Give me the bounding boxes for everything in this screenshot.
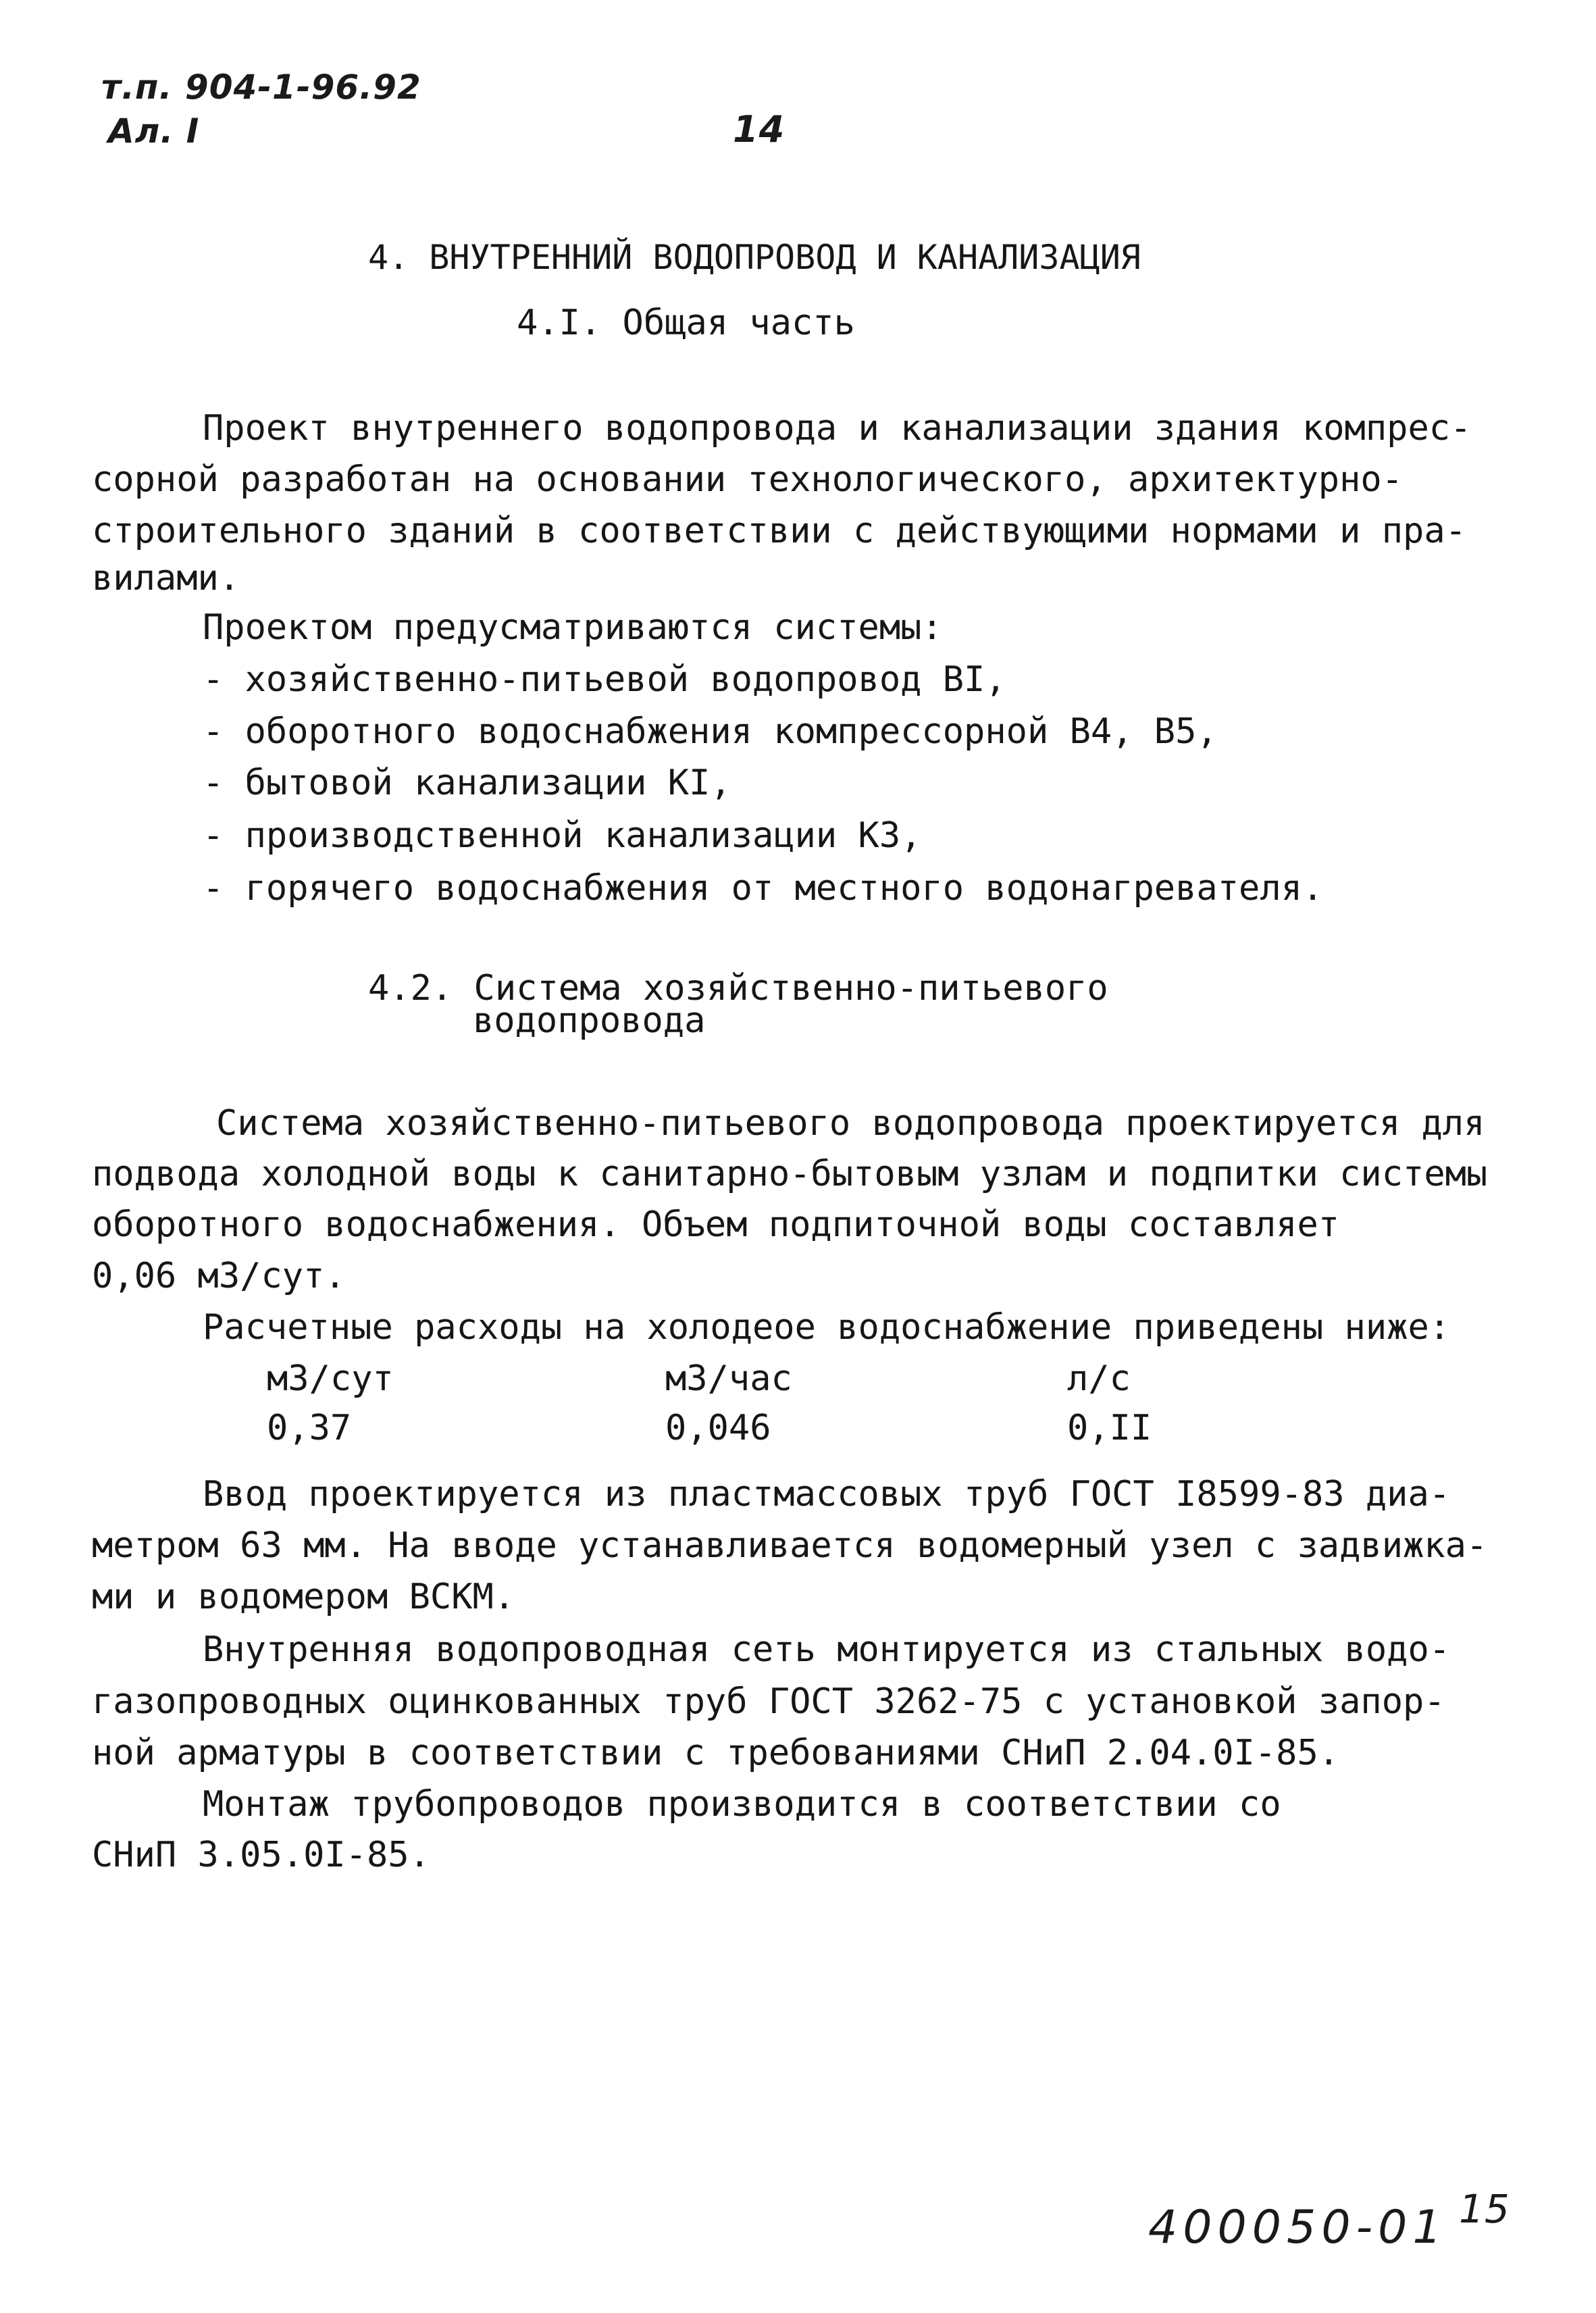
text-line: сорной разработан на основании технологического, архитектурно- [92, 459, 1404, 500]
text-line: газопроводных оцинкованных труб ГОСТ 3262-75 с установкой запор- [92, 1681, 1445, 1722]
text-line: подвода холодной воды к санитарно-бытовым узлам и подпитки системы [92, 1154, 1488, 1194]
doc-code: т.п. 904-1-96.92 [101, 68, 421, 107]
text-line: 0,06 м3/сут. [92, 1256, 346, 1296]
table-header: м3/сут [267, 1358, 394, 1399]
list-item: - хозяйственно-питьевой водопровод ВI, [203, 659, 1006, 700]
album-number: Ал. I [108, 111, 200, 151]
list-item: - производственной канализации К3, [203, 815, 922, 856]
archive-number: 400050-01 [1148, 2201, 1447, 2254]
subsection-title-water-supply-cont: водопровода [473, 1000, 706, 1041]
sheet-number: 15 [1459, 2186, 1510, 2232]
text-line: вилами. [92, 558, 240, 599]
text-line: метром 63 мм. На вводе устанавливается водомерный узел с задвижка- [92, 1525, 1488, 1566]
text-line: Система хозяйственно-питьевого водопровода проектируется для [216, 1103, 1485, 1144]
flows-intro: Расчетные расходы на холодеое водоснабжение приведены ниже: [203, 1307, 1451, 1348]
subsection-title-general: 4.I. Общая часть [517, 303, 855, 343]
list-item: - бытовой канализации КI, [203, 763, 731, 803]
table-cell: 0,046 [665, 1408, 771, 1448]
text-line: Монтаж трубопроводов производится в соответствии со [203, 1784, 1281, 1825]
table-header: м3/час [665, 1358, 792, 1399]
table-cell: 0,37 [267, 1408, 352, 1448]
subsection-title-water-supply: 4.2. Система хозяйственно-питьевого [368, 968, 1108, 1009]
text-line: СНиП 3.05.0I-85. [92, 1835, 430, 1875]
text-line: ми и водомером ВСКМ. [92, 1577, 515, 1617]
text-line: Ввод проектируется из пластмассовых труб ГОСТ I8599-83 диа- [203, 1474, 1451, 1515]
text-line: строительного зданий в соответствии с действующими нормами и пра- [92, 511, 1466, 551]
text-line: оборотного водоснабжения. Объем подпиточной воды составляет [92, 1204, 1340, 1245]
list-item: - оборотного водоснабжения компрессорной В4, В5, [203, 711, 1218, 752]
page-number: 14 [733, 108, 786, 151]
table-header: л/с [1067, 1358, 1131, 1399]
table-cell: 0,II [1067, 1408, 1152, 1448]
section-title: 4. ВНУТРЕННИЙ ВОДОПРОВОД И КАНАЛИЗАЦИЯ [368, 238, 1141, 277]
text-line: Проект внутреннего водопровода и канализации здания компрес- [203, 408, 1472, 449]
systems-intro: Проектом предусматриваются системы: [203, 607, 943, 648]
list-item: - горячего водоснабжения от местного водонагревателя. [203, 868, 1324, 909]
text-line: Внутренняя водопроводная сеть монтируется из стальных водо- [203, 1629, 1451, 1670]
text-line: ной арматуры в соответствии с требованиями СНиП 2.04.0I-85. [92, 1733, 1340, 1773]
